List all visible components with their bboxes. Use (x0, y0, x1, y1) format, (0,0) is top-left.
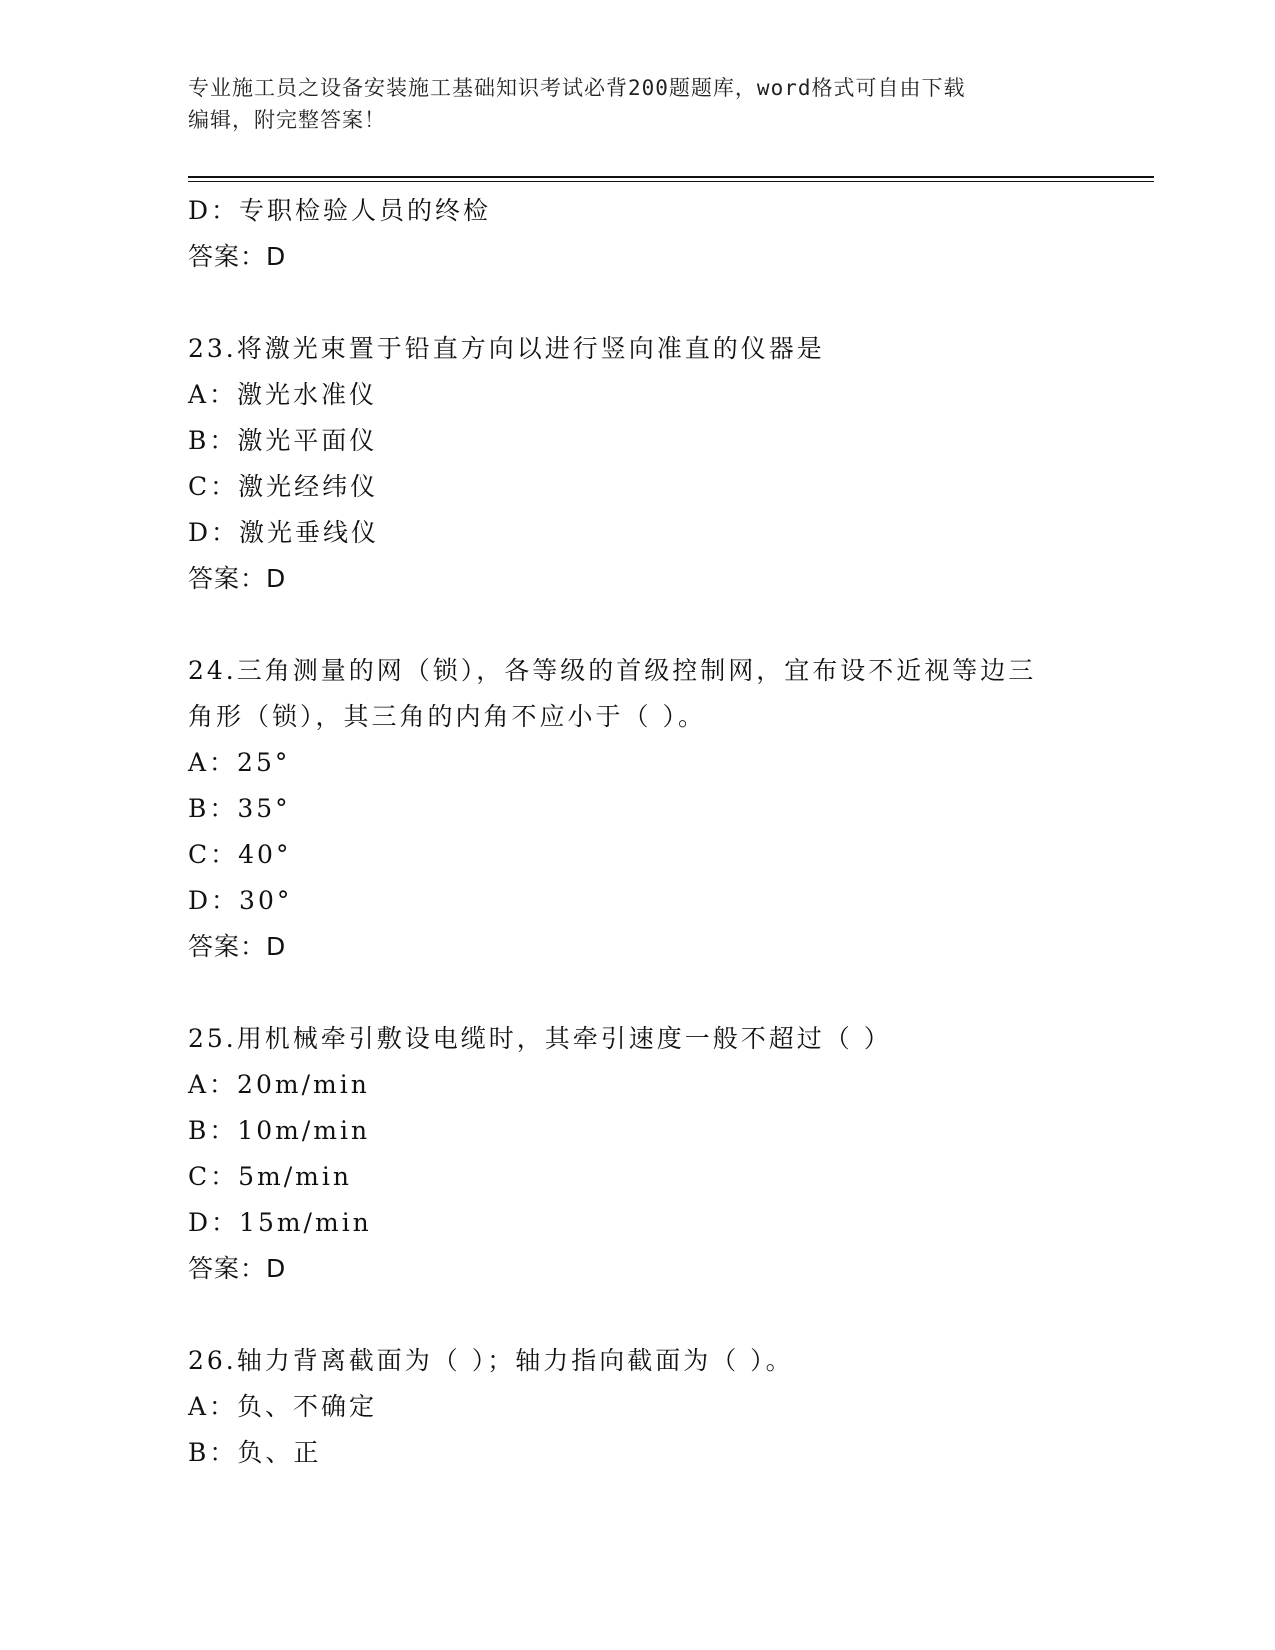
question-23-title: 23.将激光束置于铅直方向以进行竖向准直的仪器是 (188, 334, 825, 363)
question-23-answer: 答案：D (188, 564, 287, 593)
question-24-title-line-1: 24.三角测量的网（锁），各等级的首级控制网，宜布设不近视等边三 (188, 656, 1037, 685)
question-23-option-a: A：激光水准仪 (188, 380, 378, 409)
spacer (188, 1292, 1118, 1338)
spacer (188, 280, 1118, 326)
header-line-1: 专业施工员之设备安装施工基础知识考试必背200题题库，word格式可自由下载 (188, 76, 966, 100)
question-25-option-c: C：5m/min (188, 1162, 352, 1191)
header-divider-bottom (188, 181, 1154, 182)
question-24-answer: 答案：D (188, 932, 287, 961)
document-header (188, 72, 1088, 136)
spacer (188, 602, 1118, 648)
question-23-option-c: C：激光经纬仪 (188, 472, 379, 501)
prev-option-d: D：专职检验人员的终检 (188, 196, 492, 225)
question-23-option-d: D：激光垂线仪 (188, 518, 380, 547)
spacer (188, 970, 1118, 1016)
header-divider-top (188, 176, 1154, 178)
question-25-option-d: D：15m/min (188, 1208, 372, 1237)
question-25-title: 25.用机械牵引敷设电缆时，其牵引速度一般不超过（ ） (188, 1024, 892, 1053)
question-25-option-b: B：10m/min (188, 1116, 371, 1145)
question-25-answer: 答案：D (188, 1254, 287, 1283)
question-25-option-a: A：20m/min (188, 1070, 370, 1099)
question-24-option-b: B：35° (188, 794, 291, 823)
question-23-option-b: B：激光平面仪 (188, 426, 378, 455)
question-24-option-d: D：30° (188, 886, 293, 915)
question-26-option-b: B：负、正 (188, 1438, 322, 1467)
question-list (188, 188, 1118, 1476)
question-24-option-c: C：40° (188, 840, 292, 869)
prev-answer: 答案：D (188, 242, 287, 271)
question-26-option-a: A：负、不确定 (188, 1392, 378, 1421)
question-24-title-line-2: 角形（锁），其三角的内角不应小于（ ）。 (188, 702, 706, 731)
question-24-option-a: A：25° (188, 748, 291, 777)
header-line-2: 编辑，附完整答案！ (188, 108, 386, 132)
question-26-title: 26.轴力背离截面为（ ）；轴力指向截面为（ ）。 (188, 1346, 794, 1375)
